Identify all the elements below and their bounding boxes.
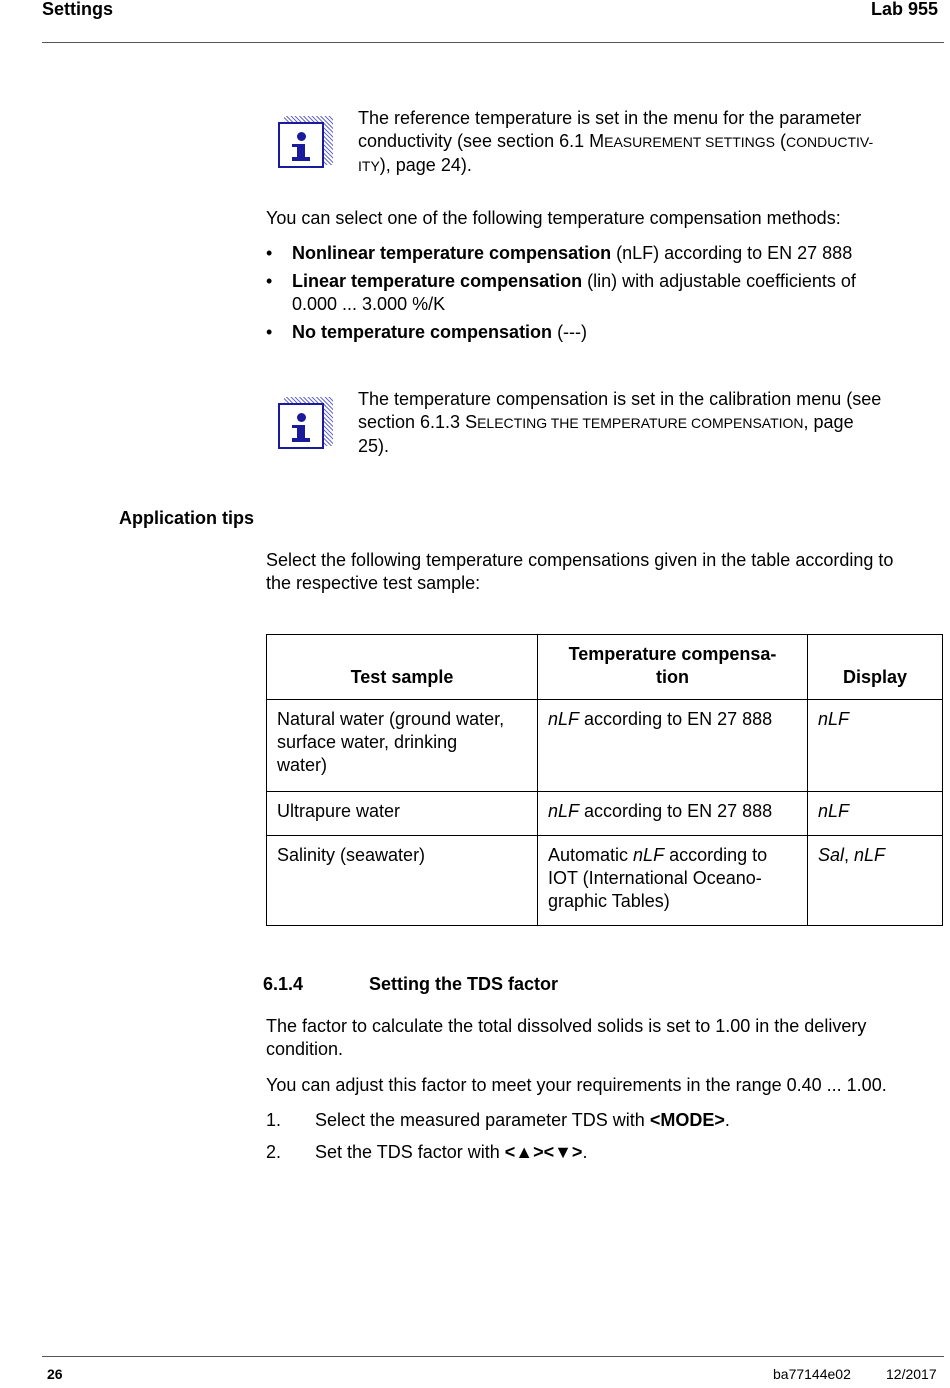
- document-date: 12/2017: [886, 1366, 937, 1382]
- header-rule: [42, 42, 944, 43]
- cell-compensation: nLF according to EN 27 888: [538, 792, 808, 836]
- list-item: 1. Select the measured parameter TDS with <MODE>.: [266, 1110, 730, 1130]
- note-line: conductivity (see section 6.1 MEASUREMENT SETTINGS (CONDUCTIV-: [358, 131, 874, 151]
- table-row: [267, 836, 943, 926]
- column-header-test-sample: Test sample: [267, 635, 538, 700]
- list-item: • Nonlinear temperature compensation (nLF) according to EN 27 888: [266, 243, 853, 263]
- application-tips-text: Select the following temperature compensations given in the table according to the respective test sample:: [266, 550, 894, 593]
- note-line: The temperature compensation is set in the calibration menu (see: [358, 389, 882, 409]
- cell-sample: Salinity (seawater): [267, 836, 538, 926]
- tds-paragraph-2: You can adjust this factor to meet your requirements in the range 0.40 ... 1.00.: [266, 1075, 887, 1095]
- note-line: section 6.1.3 SELECTING THE TEMPERATURE COMPENSATION, page: [358, 412, 854, 432]
- list-item: • No temperature compensation (---): [266, 322, 588, 342]
- cell-display: Sal, nLF: [808, 836, 943, 926]
- table-row: [267, 792, 943, 836]
- tds-paragraph-1: The factor to calculate the total dissolved solids is set to 1.00 in the delivery condition.: [266, 1016, 867, 1059]
- note-line: The reference temperature is set in the menu for the parameter: [358, 108, 862, 128]
- info-icon: [278, 116, 333, 171]
- page-number: 26: [47, 1366, 63, 1382]
- application-tips-heading: Application tips: [119, 508, 254, 528]
- header-title-right: Lab 955: [870, 0, 938, 19]
- document-id: ba77144e02: [773, 1366, 851, 1382]
- section-number: 6.1.4: [263, 974, 304, 994]
- note-line: 25).: [358, 436, 390, 456]
- compensation-methods-list: [266, 242, 926, 349]
- note-line: ITY), page 24).: [358, 155, 472, 175]
- list-item: 2. Set the TDS factor with <▲><▼>.: [266, 1142, 588, 1162]
- column-header-temperature-compensation: Temperature compensa- tion: [538, 635, 808, 700]
- mode-key: <MODE>: [649, 1110, 725, 1130]
- tds-steps-list: [266, 1109, 946, 1173]
- cell-compensation: Automatic nLF according to IOT (International Oceano- graphic Tables): [538, 836, 808, 926]
- cell-sample: Natural water (ground water, surface water, drinking water): [267, 700, 538, 792]
- note-reference-temperature: [358, 107, 938, 178]
- cell-sample: Ultrapure water: [267, 792, 538, 836]
- header-title-left: Settings: [42, 0, 114, 19]
- methods-intro: You can select one of the following temperature compensation methods:: [266, 208, 841, 228]
- table-row: [267, 700, 943, 792]
- cell-display: nLF: [808, 700, 943, 792]
- arrow-keys: <▲><▼>: [504, 1142, 583, 1162]
- table-header-row: [267, 635, 943, 700]
- section-title: Setting the TDS factor: [369, 974, 559, 994]
- cell-compensation: nLF according to EN 27 888: [538, 700, 808, 792]
- column-header-display: Display: [808, 635, 943, 700]
- cell-display: nLF: [808, 792, 943, 836]
- list-item: • Linear temperature compensation (lin) with adjustable coefficients of 0.000 ... 3.000 %/K: [266, 271, 856, 314]
- footer-rule: [42, 1356, 944, 1357]
- compensation-table: [266, 634, 943, 926]
- info-icon: [278, 397, 333, 452]
- note-calibration-menu: [358, 388, 943, 458]
